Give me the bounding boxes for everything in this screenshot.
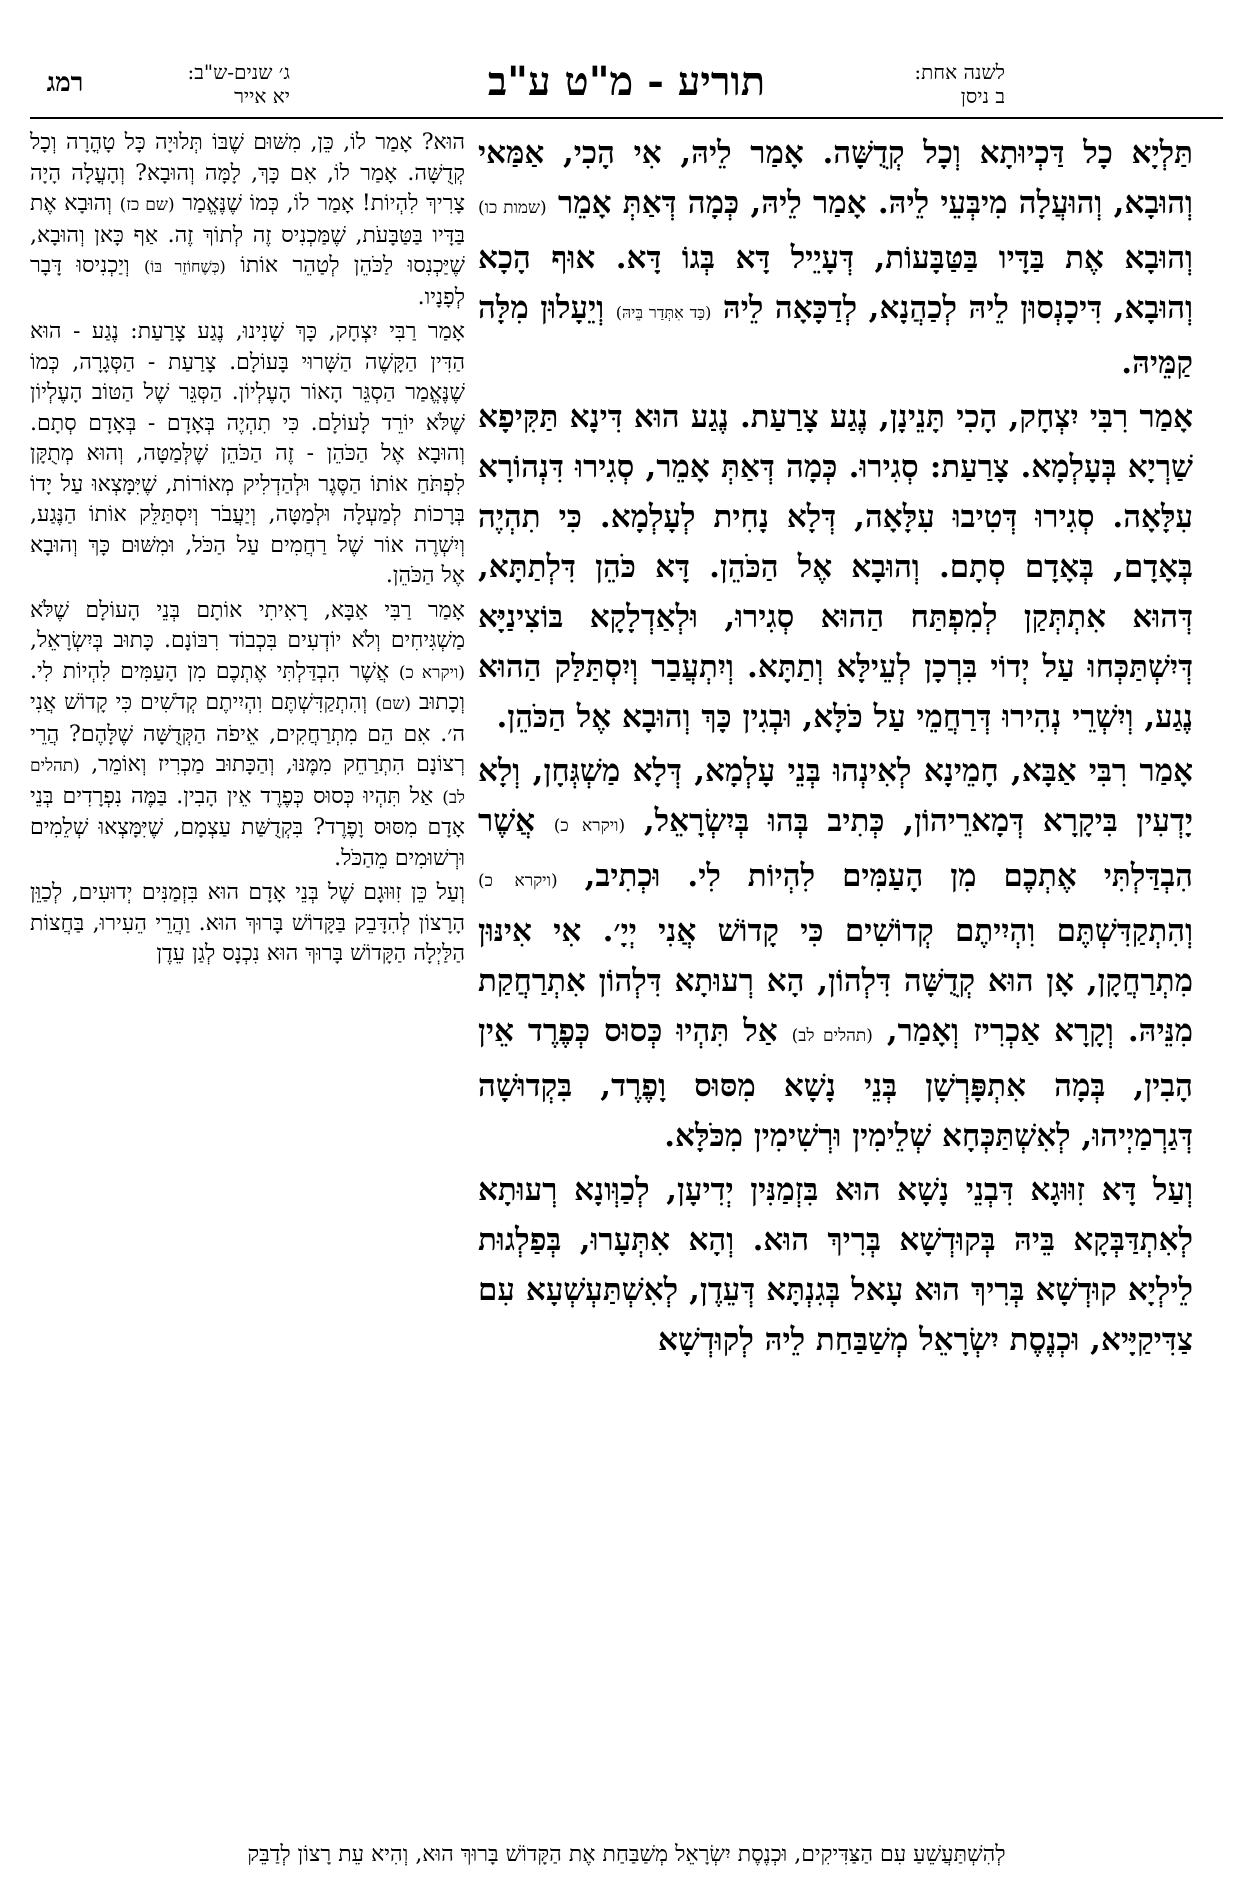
source-reference: (שם כז) (119, 195, 175, 215)
translation-paragraph-2: אָמַר רַבִּי יִצְחָק, כָּךְ שָׁנִינוּ, נֶגַע צָרַעַת: נֶגַע - הוּא הַדִּין הַקָּשֶׁה הַשָּׁרוּי בָּעוֹלָם. צָרַעַת - הַסְּגָרָה, כְּמוֹ שֶׁנֶּאֱמַר הַסְגֵּר הָאוֹר הָעֶלְיוֹן. הַסְּגֵּר שֶׁל הַטּוֹב הָעֶלְיוֹן שֶׁלֹּא יוֹרֵד לָעוֹלָם. כִּי תִהְיֶה בְּאָדָם - בְּאָדָם סְתָם. וְהוּבָא אֶל הַכֹּהֵן - זֶה הַכֹּהֵן שֶׁלְּמַטָּה, וְהוּא מְתֻקָּן לִפְתֹּחַ אוֹתוֹ הַסֶּגֶר וּלְהַדְלִיק מְאוֹרוֹת, שֶׁיִּמָּצְאוּ עַל יָדוֹ בְּרָכוֹת לְמַעְלָה וּלְמַטָּה, וְיַעֲבֹר וְיִסְתַּלֵּק אוֹתוֹ הַנֶּגַע, וְיִשְׁרֶה אוֹר שֶׁל רַחֲמִים עַל הַכֹּל, וּמִשּׁוּם כָּךְ וְהוּבָא אֶל הַכֹּהֵן. (30, 319, 465, 588)
main-paragraph-2: אָמַר רִבִּי יִצְחָק, הָכִי תָּנֵינָן, נֶגַע צָרַעַת. נֶגַע הוּא דִּינָא תַּקִּיפָא שַׁרְיָא בְּעָלְמָא. צָרַעַת: סְגִירוּ. כְּמָה דְּאַתְּ אָמֵר, סְגִירוּ דִּנְהוֹרָא עִלָּאָה. סְגִירוּ דְּטִיבוּ עִלָּאָה, דְּלָא נָחִית לְעָלְמָא. כִּי תִהְיֶה בְּאָדָם, בְּאָדָם סְתָם. וְהוּבָא אֶל הַכֹּהֵן. דָּא כֹּהֵן דִּלְתַתָּא, דְּהוּא אִתְתְּקַן לְמִפְתַּח הַהוּא סְגִירוּ, וּלְאַדְלָקָא בּוֹצִינַיָּא דְּיִשְׁתַּכְּחוּ עַל יְדוֹי בִּרְכָן לְעֵילָּא וְתַתָּא. וְיִתְעֲבַר וְיִסְתַּלַּק הַהוּא נֶגַע, וְיִשְׁרֵי נְהִירוּ דְּרַחֲמֵי עַל כֹּלָּא, וּבְגִין כָּךְ וְהוּבָא אֶל הַכֹּהֵן. (478, 399, 1193, 735)
header-divider (30, 117, 1223, 119)
source-reference: (ויקרא כ) (553, 816, 626, 836)
main-paragraph-3: אָמַר רִבִּי אַבָּא, חָמֵינָא לְאִינְהוּ בְּנֵי עָלְמָא, דְּלָא מַשְׁגְּחָן, וְלָא יָדְעִין בִּיקָרָא דְּמָארֵיהוֹן, כְּתִיב בְּהוּ בְּיִשְׂרָאֵל, (ויקרא כ) אֲשֶׁר הִבְדַּלְתִּי אֶתְכֶם מִן הָעַמִּים לִהְיוֹת לִי. וּכְתִיב, (ויקרא כ) וְהִתְקַדִּשְׁתֶּם וִהְיִיתֶם קְדוֹשִׁים כִּי קָדוֹשׁ אֲנִי יְיָ׳. אִי אִינּוּן מִתְרַחֲקָן, אָן הוּא קְדֻשָּׁה דִּלְהוֹן, הָא רְעוּתָא דִּלְהוֹן אִתְרַחֲקַת מִנֵּיהּ. וְקָרָא אַכְרִיז וְאָמַר, (תהלים לב) אַל תִּהְיוּ כְּסוּס כְּפֶרֶד אֵין הָבִין, בְּמָה אִתְפָּרְשָׁן בְּנֵי נָשָׁא מִסּוּס וָפֶרֶד, בִּקְדוּשָׁה דְּגַרְמַיְיהוּ, לְאִשְׁתַּכְּחָא שְׁלֵימִין וּרְשִׁימִין מִכֹּלָּא. (478, 753, 1194, 1154)
page-title: תוריע - מ"ט ע"ב (487, 58, 766, 105)
translation-paragraph-3: אָמַר רַבִּי אַבָּא, רָאִיתִי אוֹתָם בְּנֵי הָעוֹלָם שֶׁלֹּא מַשְׁגִּיחִים וְלֹא יוֹדְעִים בִּכְבוֹד רִבּוֹנָם. כָּתוּב בְּיִשְׂרָאֵל, (ויקרא כ) אֲשֶׁר הִבְדַּלְתִּי אֶתְכֶם מִן הָעַמִּים לִהְיוֹת לִי. וְכָתוּב (שם) וְהִתְקַדִּשְׁתֶּם וִהְיִיתֶם קְדֹשִׁים כִּי קָדוֹשׁ אֲנִי ה׳. אִם הֵם מִתְרַחֲקִים, אֵיפֹה הַקְּדֻשָּׁה שֶׁלָּהֶם? הֲרֵי רְצוֹנָם הִתְרַחֵק מִמֶּנּוּ, וְהַכָּתוּב מַכְרִיז וְאוֹמֵר, (תהלים לב) אַל תִּהְיוּ כְּסוּס כְּפֶרֶד אֵין הָבִין. בַּמֶּה נִפְרָדִים בְּנֵי אָדָם מִסּוּס וָפֶרֶד? בִּקְדֻשַּׁת עַצְמָם, שֶׁיִּמָּצְאוּ שְׁלֵמִים וּרְשׁוּמִים מֵהַכֹּל. (30, 597, 466, 871)
abbreviation-note: (כְּשֶׁחוֹזֵר בּוֹ) (144, 257, 226, 276)
abbreviation-note: (כַּד אִתְּדַר בֵּיהּ) (615, 303, 712, 322)
translation-paragraph-4: וְעַל כֵּן זִוּוּגָם שֶׁל בְּנֵי אָדָם הוּא בִּזְמַנִּים יְדוּעִים, לְכַוֵּן הָרָצוֹן לְהִדָּבֵק בַּקָּדוֹשׁ בָּרוּךְ הוּא. וַהֲרֵי הֵעִירוּ, בַּחֲצוֹת הַלַּיְלָה הַקָּדוֹשׁ בָּרוּךְ הוּא נִכְנָס לְגַן עֵדֶן (30, 880, 465, 966)
aramaic-text-column (478, 128, 1193, 1369)
source-reference: (שמות כו) (478, 198, 547, 218)
source-reference: (שם) (375, 694, 412, 714)
source-reference: (תהלים לב) (30, 756, 466, 808)
one-year-label: לשנה אחת: (914, 60, 1005, 84)
source-reference: (ויקרא כ) (478, 871, 558, 891)
translation-paragraph-1: הוּא? אָמַר לוֹ, כֵּן, מִשּׁוּם שֶׁבּוֹ תְּלוּיָה כָּל טָהֳרָה וְכָל קְדֻשָּׁה. אָמַר לוֹ, אִם כָּךְ, לָמָּה וְהוּבָא? וְהָעֳלָה הָיָה צָרִיךְ לִהְיוֹת! אָמַר לוֹ, כְּמוֹ שֶׁנֶּאֱמַר (שם כז) וְהוּבָא אֶת בַּדָּיו בַּטַּבָּעֹת, שֶׁמַּכְנִיס זֶה לְתוֹךְ זֶה. אַף כָּאן וְהוּבָא, שֶׁיַּכְנִסוּ לַכֹּהֵן לְטַהֵר אוֹתוֹ (כְּשֶׁחוֹזֵר בּוֹ) וְיַכְנִיסוּ דָּבָר לְפָנָיו. (30, 130, 465, 310)
three-years-label: ג׳ שנים-ש"ב: (187, 60, 290, 84)
one-year-date: ב ניסן (960, 84, 1005, 108)
source-reference: (תהלים לב) (791, 1026, 873, 1046)
page-number: רמג (46, 68, 84, 98)
hebrew-translation-column (30, 128, 465, 974)
main-paragraph-4: וְעַל דָּא זִוּוּגָא דִּבְנֵי נָשָׁא הוּא בִּזְמַנִּין יְדִיעָן, לְכַוְּונָא רְעוּתָא לְאִתְדַּבְּקָא בֵּיהּ בְּקוּדְשָׁא בְּרִיךְ הוּא. וְהָא אִתְּעָרוּ, בְּפַלְגוּת לֵילְיָא קוּדְשָׁא בְּרִיךְ הוּא עָאל בְּגִנְתָּא דְּעֵדֶן, לְאִשְׁתַּעְשְׁעָא עִם צַדִּיקַיָּיא, וּכְנֶסֶת יִשְׂרָאֵל מְשַׁבַּחַת לֵיהּ לְקוּדְשָׁא (478, 1172, 1193, 1358)
main-paragraph-1: תַּלְיָא כָל דַּכְיוּתָא וְכָל קְדֻשָּׁה. אָמַר לֵיהּ, אִי הָכִי, אַמַּאי וְהוּבָא, וְהוּעֲלָה מִיבְּעֵי לֵיהּ. אָמַר לֵיהּ, כְּמָה דְּאַתְּ אָמֵר (שמות כו) וְהוּבָא אֶת בַּדָּיו בַּטַּבָּעוֹת, דְּעָיֵיל דָּא בְּגוֹ דָּא. אוּף הָכָא וְהוּבָא, דִּיכָנְסוּן לֵיהּ לְכַהֲנָא, לְדַכָּאָה לֵיהּ (כַּד אִתְּדַר בֵּיהּ) וְיֵעָלוּן מִלָּה קַמֵּיהּ. (478, 135, 1194, 381)
header-date-three-years (100, 60, 290, 120)
three-years-date: יא אייר (234, 84, 290, 108)
bottom-continuation-line: לְהִשְׁתַּעֲשֵׁעַ עִם הַצַּדִּיקִים, וּכְנֶסֶת יִשְׂרָאֵל מְשַׁבַּחַת אֶת הַקָּדוֹשׁ בָּרוּךְ הוּא, וְהִיא עֵת רָצוֹן לְדַבֵּק (247, 1842, 1006, 1867)
source-reference: (ויקרא כ) (398, 662, 465, 683)
